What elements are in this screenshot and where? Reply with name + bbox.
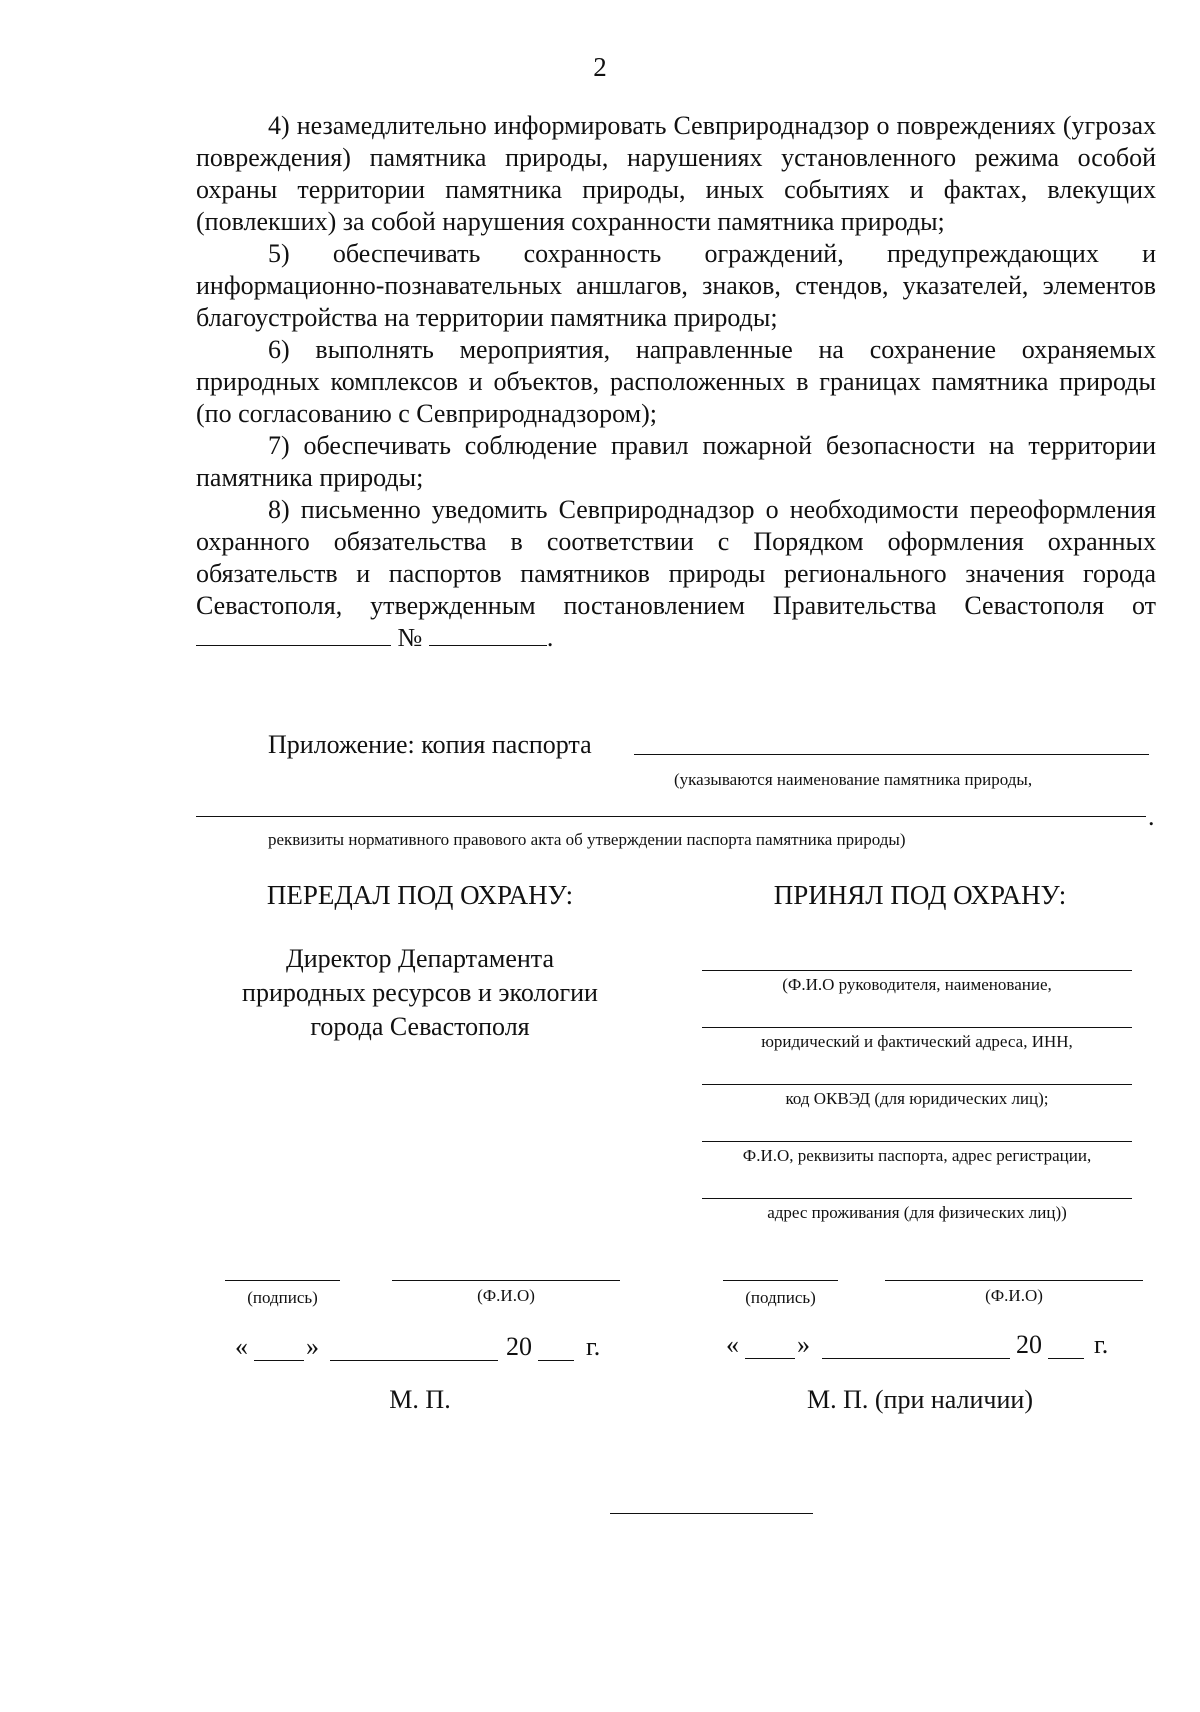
passport-details-blank[interactable] <box>196 816 1146 817</box>
left-name-caption: (Ф.И.О) <box>477 1286 535 1305</box>
right-field-hint: адрес проживания (для физических лиц)) <box>767 1203 1067 1222</box>
right-year-prefix: 20 <box>1016 1330 1042 1359</box>
paragraph-8-text: 8) письменно уведомить Севприроднадзор о необходимости переоформления охранного обязательства в соответствии с Порядком оформления охранных обязательств и паспортов памятников природы регионального значения города Севастополя, утвержденным постановлением Правительства Севастополя от <box>196 495 1156 620</box>
director-line: города Севастополя <box>310 1012 530 1041</box>
passport-name-blank[interactable] <box>634 754 1149 755</box>
left-seal: М. П. <box>389 1385 451 1414</box>
right-name-line[interactable] <box>885 1280 1143 1281</box>
right-date-open: « <box>726 1330 739 1359</box>
right-field-line[interactable] <box>702 1084 1132 1085</box>
right-field-hint: юридический и фактический адреса, ИНН, <box>761 1032 1073 1051</box>
end-rule <box>610 1513 813 1514</box>
right-field-hint: (Ф.И.О руководителя, наименование, <box>782 975 1052 994</box>
right-name-caption: (Ф.И.О) <box>985 1286 1043 1305</box>
paragraph-8 <box>196 494 1156 654</box>
right-day-blank[interactable] <box>745 1358 795 1359</box>
right-field-hint: Ф.И.О, реквизиты паспорта, адрес регистрации, <box>742 1146 1092 1165</box>
right-seal: М. П. (при наличии) <box>806 1385 1033 1414</box>
right-field-line[interactable] <box>702 1141 1132 1142</box>
director-line: природных ресурсов и экологии <box>242 978 598 1007</box>
right-signature-caption: (подпись) <box>745 1288 816 1307</box>
left-name-line[interactable] <box>392 1280 620 1281</box>
left-signature-caption: (подпись) <box>247 1288 318 1307</box>
right-field-line[interactable] <box>702 1198 1132 1199</box>
right-signature-line[interactable] <box>723 1280 838 1281</box>
right-year-suffix: г. <box>1094 1330 1109 1359</box>
paragraph-7: 7) обеспечивать соблюдение правил пожарной безопасности на территории памятника природы; <box>196 431 1156 492</box>
director-line: Директор Департамента <box>285 944 555 973</box>
right-year-blank[interactable] <box>1048 1358 1084 1359</box>
left-year-suffix: г. <box>586 1332 601 1361</box>
appendix-end: . <box>1148 802 1155 831</box>
paragraph-5: 5) обеспечивать сохранность ограждений, предупреждающих и информационно-познавательных аншлагов, знаков, стендов, указателей, элементов благоустройства на территории памятника природы; <box>196 239 1156 332</box>
right-date-close: » <box>797 1330 810 1359</box>
left-year-blank[interactable] <box>538 1360 574 1361</box>
right-field-line[interactable] <box>702 1027 1132 1028</box>
paragraph-8-end: . <box>546 623 554 652</box>
right-field-hint: код ОКВЭД (для юридических лиц); <box>785 1089 1049 1108</box>
appendix-hint-2: реквизиты нормативного правового акта об утверждении паспорта памятника природы) <box>268 830 906 849</box>
paragraph-6: 6) выполнять мероприятия, направленные на сохранение охраняемых природных комплексов и объектов, расположенных в границах памятника природы (по согласованию с Севприроднадзором); <box>196 335 1156 428</box>
appendix-hint-1: (указываются наименование памятника природы, <box>674 770 1033 789</box>
left-date-open: « <box>235 1332 248 1361</box>
right-field-line[interactable] <box>702 970 1132 971</box>
handed-over-title: ПЕРЕДАЛ ПОД ОХРАНУ: <box>266 880 574 910</box>
appendix-label: Приложение: копия паспорта <box>268 730 592 759</box>
left-year-prefix: 20 <box>506 1332 532 1361</box>
left-signature-line[interactable] <box>225 1280 340 1281</box>
number-sign: № <box>397 623 423 652</box>
left-month-blank[interactable] <box>330 1360 498 1361</box>
left-date-close: » <box>306 1332 319 1361</box>
left-day-blank[interactable] <box>254 1360 304 1361</box>
accepted-title: ПРИНЯЛ ПОД ОХРАНУ: <box>773 880 1067 910</box>
decree-date-blank[interactable] <box>196 623 391 646</box>
paragraph-4: 4) незамедлительно информировать Севприроднадзор о повреждениях (угрозах повреждения) памятника природы, нарушениях установленного режима особой охраны территории памятника природы, иных событиях и фактах, влекущих (повлекших) за собой нарушения сохранности памятника природы; <box>196 111 1156 236</box>
decree-number-blank[interactable] <box>429 623 547 646</box>
director-title <box>200 942 640 1044</box>
obligations-list <box>196 110 1156 654</box>
right-month-blank[interactable] <box>822 1358 1010 1359</box>
page-number: 2 <box>593 52 607 82</box>
